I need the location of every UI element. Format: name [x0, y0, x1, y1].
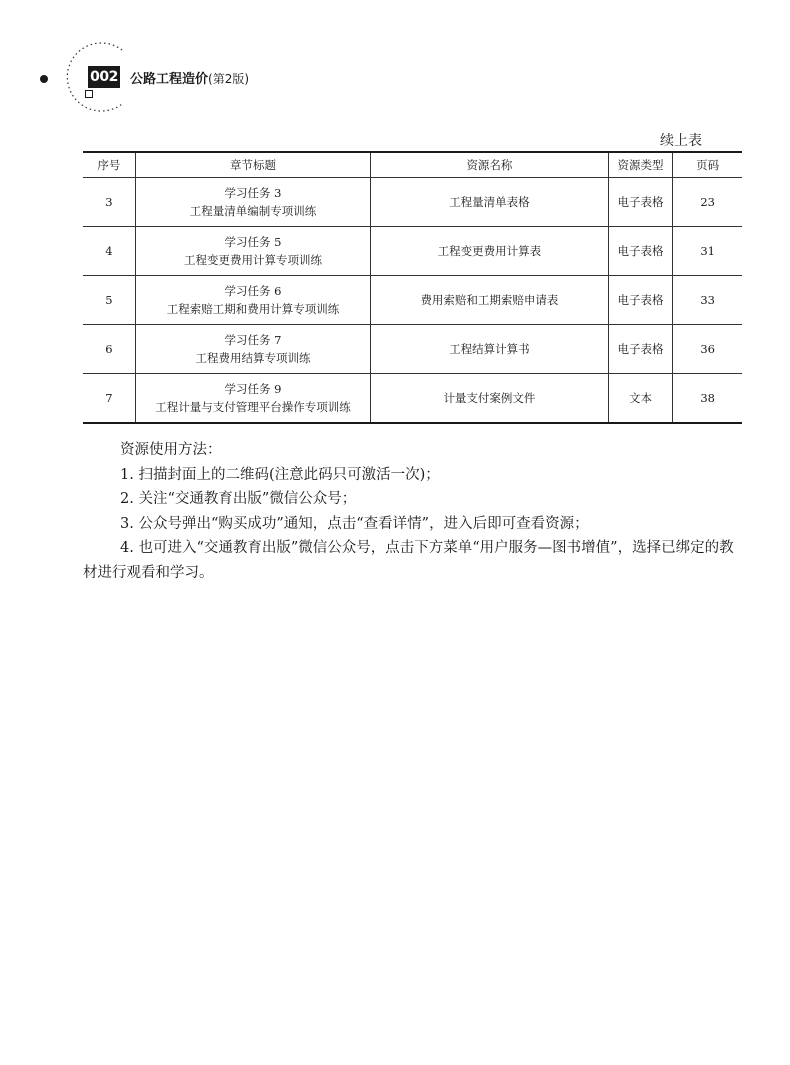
- cell-chapter: [135, 325, 370, 374]
- cell-page: 23: [673, 178, 742, 227]
- cell-chapter: [135, 374, 370, 424]
- cell-page: 36: [673, 325, 742, 374]
- column-header-resource-name: 资源名称: [371, 152, 608, 178]
- column-header-page: 页码: [673, 152, 742, 178]
- cell-resource-type: 电子表格: [608, 325, 673, 374]
- cell-number: 6: [83, 325, 135, 374]
- book-title: [130, 68, 249, 87]
- note-item: 1. 扫描封面上的二维码(注意此码只可激活一次)；: [120, 466, 440, 483]
- book-title-text: 公路工程造价: [130, 72, 209, 87]
- cell-chapter: [135, 227, 370, 276]
- note-item: 4. 也可进入“交通教育出版”微信公众号，点击下方菜单“用户服务—图书增值”，选择已绑定的教材进行观看和学习。: [83, 540, 734, 581]
- page-header: [38, 42, 338, 122]
- column-header-resource-type: 资源类型: [608, 152, 673, 178]
- notes-heading: 资源使用方法：: [120, 442, 222, 458]
- chapter-task: 学习任务 6: [224, 284, 282, 298]
- cell-resource-type: 电子表格: [608, 178, 673, 227]
- page-number: 002: [88, 66, 120, 88]
- note-item: 2. 关注“交通教育出版”微信公众号；: [120, 491, 357, 507]
- cell-resource-type: 文本: [608, 374, 673, 424]
- table-row: [83, 178, 742, 227]
- table-header-row: [83, 152, 742, 178]
- column-header-number: 序号: [83, 152, 135, 178]
- chapter-title: 工程量清单编制专项训练: [189, 204, 317, 218]
- chapter-task: 学习任务 5: [224, 235, 282, 249]
- chapter-title: 工程计量与支付管理平台操作专项训练: [155, 400, 351, 414]
- cell-resource-type: 电子表格: [608, 276, 673, 325]
- cell-number: 7: [83, 374, 135, 424]
- cell-resource-name: 工程量清单表格: [371, 178, 608, 227]
- cell-number: 3: [83, 178, 135, 227]
- note-item: 3. 公众号弹出“购买成功”通知，点击“查看详情”，进入后即可查看资源；: [120, 515, 589, 532]
- cell-page: 33: [673, 276, 742, 325]
- cell-resource-name: 费用索赔和工期索赔申请表: [371, 276, 608, 325]
- table-row: [83, 276, 742, 325]
- continued-label: 续上表: [660, 133, 702, 149]
- chapter-title: 工程变更费用计算专项训练: [183, 253, 322, 267]
- chapter-title: 工程费用结算专项训练: [195, 351, 311, 365]
- chapter-task: 学习任务 7: [224, 333, 282, 347]
- table-row: [83, 227, 742, 276]
- cell-page: 38: [673, 374, 742, 424]
- cell-number: 5: [83, 276, 135, 325]
- column-header-chapter: 章节标题: [135, 152, 370, 178]
- resource-table: [83, 151, 742, 424]
- table-row: [83, 325, 742, 374]
- cell-chapter: [135, 178, 370, 227]
- cell-resource-name: 计量支付案例文件: [371, 374, 608, 424]
- table-row: [83, 374, 742, 424]
- bullet-dot-decoration: [40, 75, 48, 83]
- cell-chapter: [135, 276, 370, 325]
- cell-page: 31: [673, 227, 742, 276]
- chapter-task: 学习任务 3: [224, 186, 282, 200]
- cell-number: 4: [83, 227, 135, 276]
- chapter-title: 工程索赔工期和费用计算专项训练: [166, 302, 340, 316]
- square-decoration: [85, 90, 93, 98]
- usage-notes: [83, 438, 743, 585]
- chapter-task: 学习任务 9: [224, 382, 282, 396]
- cell-resource-name: 工程变更费用计算表: [371, 227, 608, 276]
- cell-resource-type: 电子表格: [608, 227, 673, 276]
- cell-resource-name: 工程结算计算书: [371, 325, 608, 374]
- book-edition: (第2版): [208, 72, 250, 86]
